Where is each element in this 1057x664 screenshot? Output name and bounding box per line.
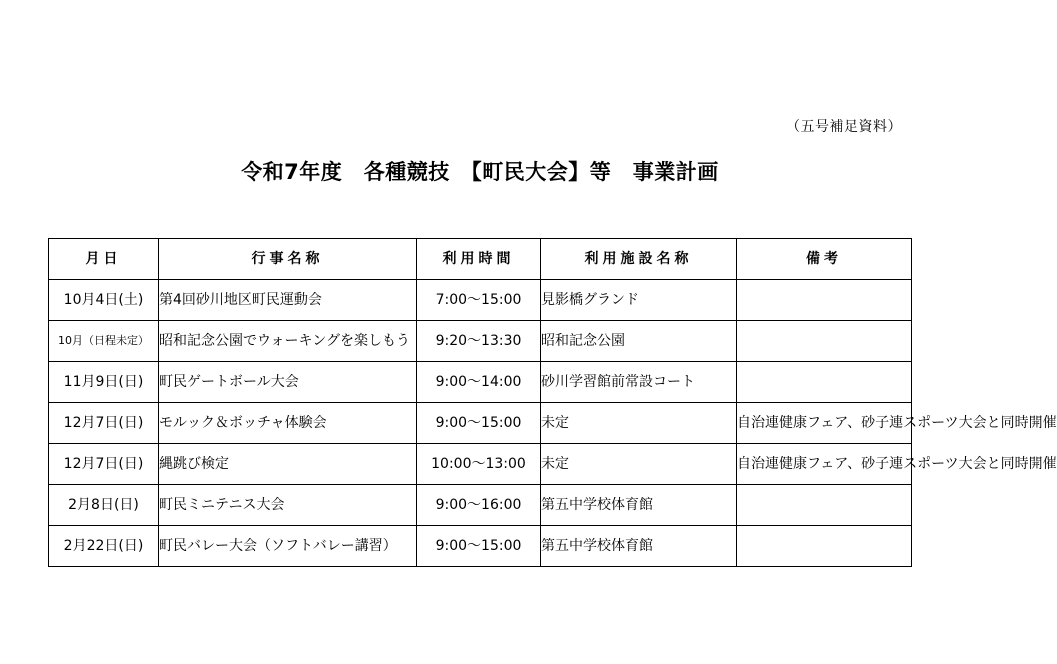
- table-row: [49, 403, 912, 444]
- cell-facility: 未定: [541, 403, 737, 444]
- cell-date: 12月7日(日): [49, 444, 159, 485]
- cell-time: 9:00～16:00: [417, 485, 541, 526]
- event-schedule-table: [48, 238, 1057, 567]
- cell-event: モルック＆ボッチャ体験会: [159, 403, 417, 444]
- cell-note: 自治連健康フェア、砂子連スポーツ大会と同時開催: [737, 403, 912, 444]
- cell-date: 12月7日(日): [49, 403, 159, 444]
- cell-time: 9:20～13:30: [417, 321, 541, 362]
- cell-facility: 昭和記念公園: [541, 321, 737, 362]
- table-row: [49, 444, 912, 485]
- cell-note: 自治連健康フェア、砂子連スポーツ大会と同時開催: [737, 444, 912, 485]
- table-row: [49, 362, 912, 403]
- header-time: 利用時間: [417, 239, 541, 280]
- table-row: [49, 321, 912, 362]
- page-title: 令和7年度 各種競技 【町民大会】等 事業計画: [241, 160, 719, 184]
- cell-facility: 第五中学校体育館: [541, 485, 737, 526]
- cell-event: 町民ゲートボール大会: [159, 362, 417, 403]
- header-event-name: 行事名称: [159, 239, 417, 280]
- cell-facility: 砂川学習館前常設コート: [541, 362, 737, 403]
- cell-note: [737, 362, 912, 403]
- cell-event: 縄跳び検定: [159, 444, 417, 485]
- cell-note: [737, 280, 912, 321]
- cell-facility: 見影橋グランド: [541, 280, 737, 321]
- cell-date: 2月22日(日): [49, 526, 159, 567]
- cell-event: 町民ミニテニス大会: [159, 485, 417, 526]
- cell-event: 町民バレー大会（ソフトバレー講習）: [159, 526, 417, 567]
- cell-note: [737, 526, 912, 567]
- cell-facility: 第五中学校体育館: [541, 526, 737, 567]
- table-row: [49, 485, 912, 526]
- cell-time: 9:00～15:00: [417, 403, 541, 444]
- table-row: [49, 280, 912, 321]
- header-notes: 備考: [737, 239, 912, 280]
- header-facility: 利用施設名称: [541, 239, 737, 280]
- cell-date: 10月4日(土): [49, 280, 159, 321]
- cell-event: 第4回砂川地区町民運動会: [159, 280, 417, 321]
- cell-date: 10月（日程未定）: [49, 321, 159, 362]
- cell-time: 10:00～13:00: [417, 444, 541, 485]
- table-row: [49, 526, 912, 567]
- cell-event: 昭和記念公園でウォーキングを楽しもう: [159, 321, 417, 362]
- header-date: 月日: [49, 239, 159, 280]
- cell-time: 7:00～15:00: [417, 280, 541, 321]
- table-header-row: [49, 239, 912, 280]
- cell-time: 9:00～14:00: [417, 362, 541, 403]
- cell-date: 11月9日(日): [49, 362, 159, 403]
- cell-date: 2月8日(日): [49, 485, 159, 526]
- document-reference: （五号補足資料）: [786, 119, 902, 135]
- cell-note: [737, 485, 912, 526]
- cell-note: [737, 321, 912, 362]
- cell-time: 9:00～15:00: [417, 526, 541, 567]
- cell-facility: 未定: [541, 444, 737, 485]
